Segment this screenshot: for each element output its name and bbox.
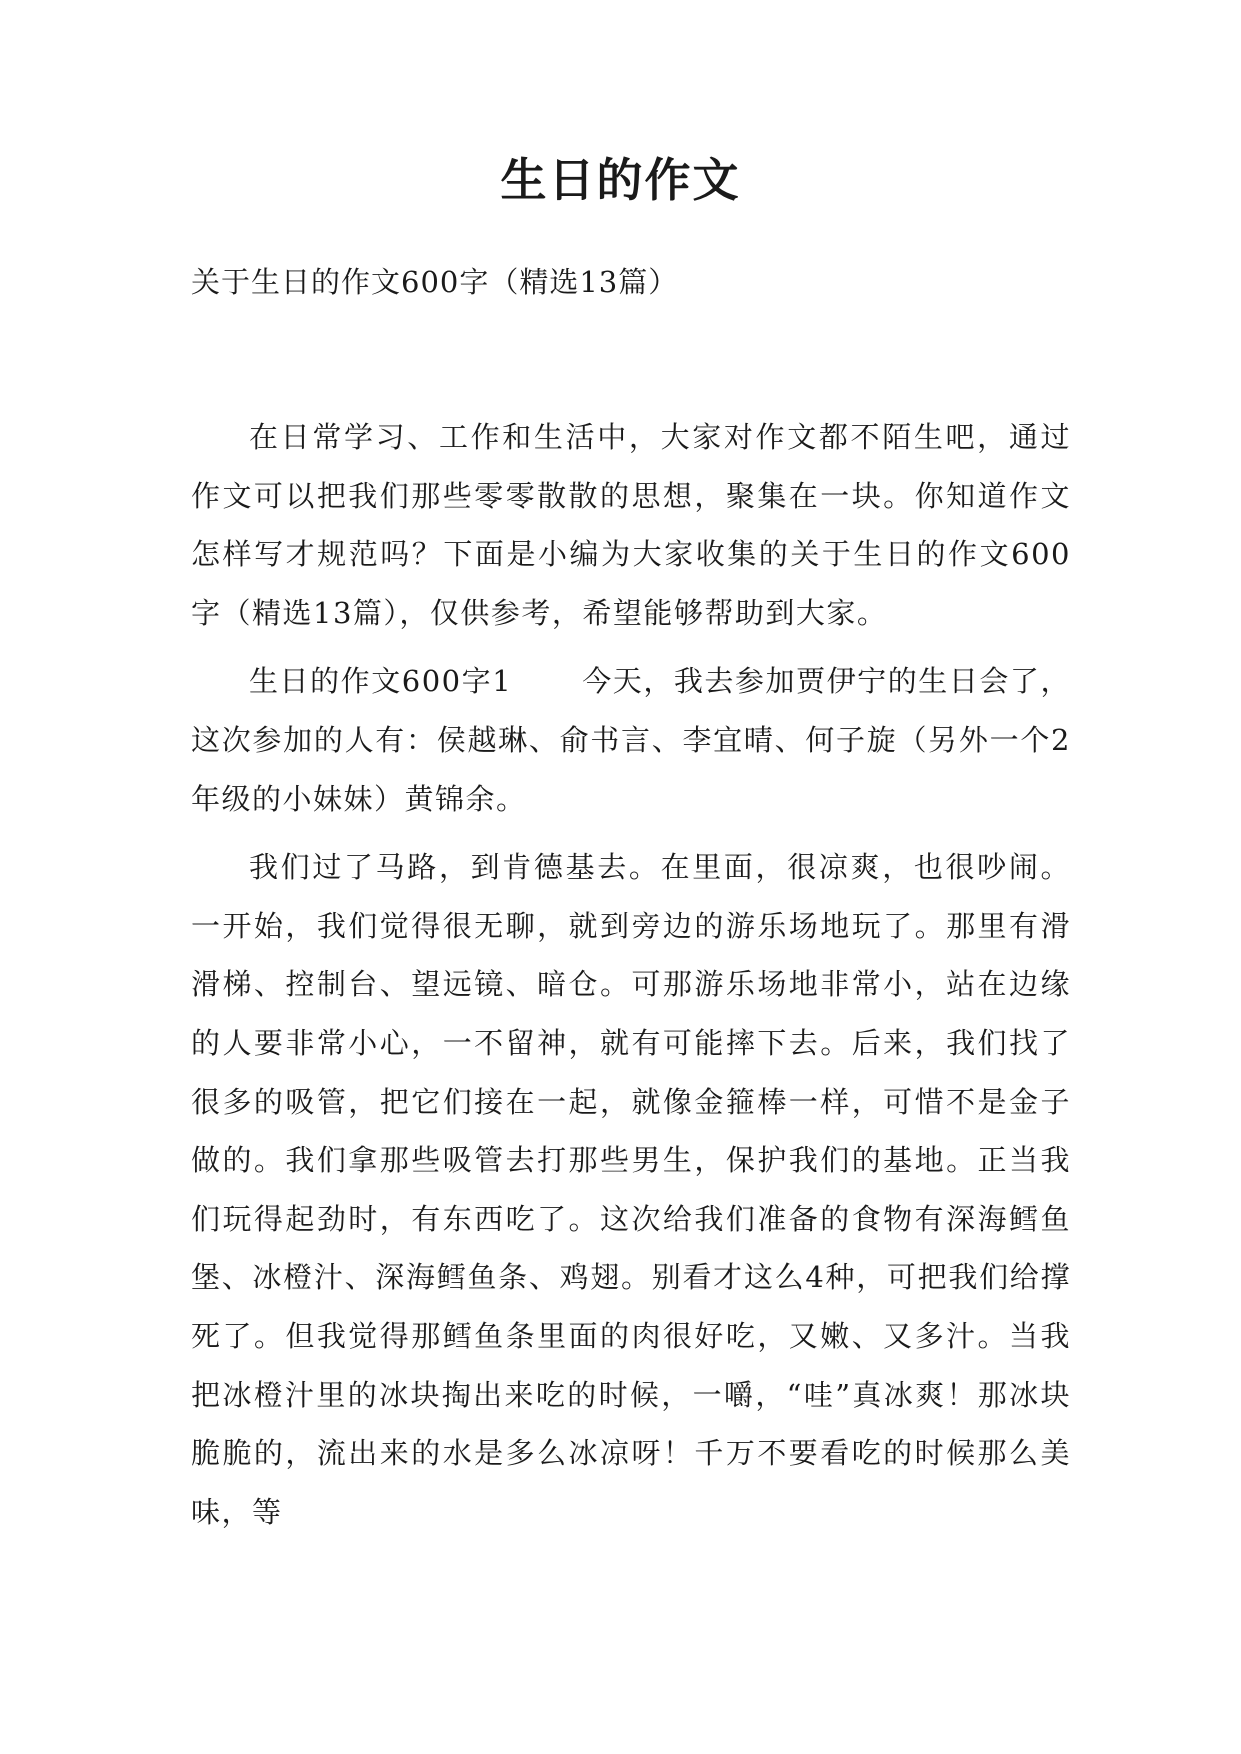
document-body [191,408,1071,1541]
essay-1-body-paragraph: 我们过了马路，到肯德基去。在里面，很凉爽，也很吵闹。一开始，我们觉得很无聊，就到旁边的游乐场地玩了。那里有滑滑梯、控制台、望远镜、暗仓。可那游乐场地非常小，站在边缘的人要非常小心，一不留神，就有可能摔下去。后来，我们找了很多的吸管，把它们接在一起，就像金箍棒一样，可惜不是金子做的。我们拿那些吸管去打那些男生，保护我们的基地。正当我们玩得起劲时，有东西吃了。这次给我们准备的食物有深海鳕鱼堡、冰橙汁、深海鳕鱼条、鸡翅。别看才这么4种，可把我们给撑死了。但我觉得那鳕鱼条里面的肉很好吃，又嫩、又多汁。当我把冰橙汁里的冰块掏出来吃的时候，一嚼，“哇”真冰爽！那冰块脆脆的，流出来的水是多么冰凉呀！千万不要看吃的时候那么美味，等 [191,850,1071,1529]
essay-1-text: 今天，我去参加贾伊宁的生日会了，这次参加的人有：侯越琳、俞书言、李宜晴、何子旋（另外一个2年级的小妹妹）黄锦余。 [191,664,1071,816]
essay-1-heading: 生日的作文600字1 [249,664,513,699]
document-subtitle: 关于生日的作文600字（精选13篇） [191,265,679,299]
essay-1-opening-paragraph [191,652,1071,828]
intro-paragraph: 在日常学习、工作和生活中，大家对作文都不陌生吧，通过作文可以把我们那些零零散散的思想，聚集在一块。你知道作文怎样写才规范吗？下面是小编为大家收集的关于生日的作文600字（精选13篇），仅供参考，希望能够帮助到大家。 [191,420,1071,630]
page-title: 生日的作文 [500,153,741,207]
